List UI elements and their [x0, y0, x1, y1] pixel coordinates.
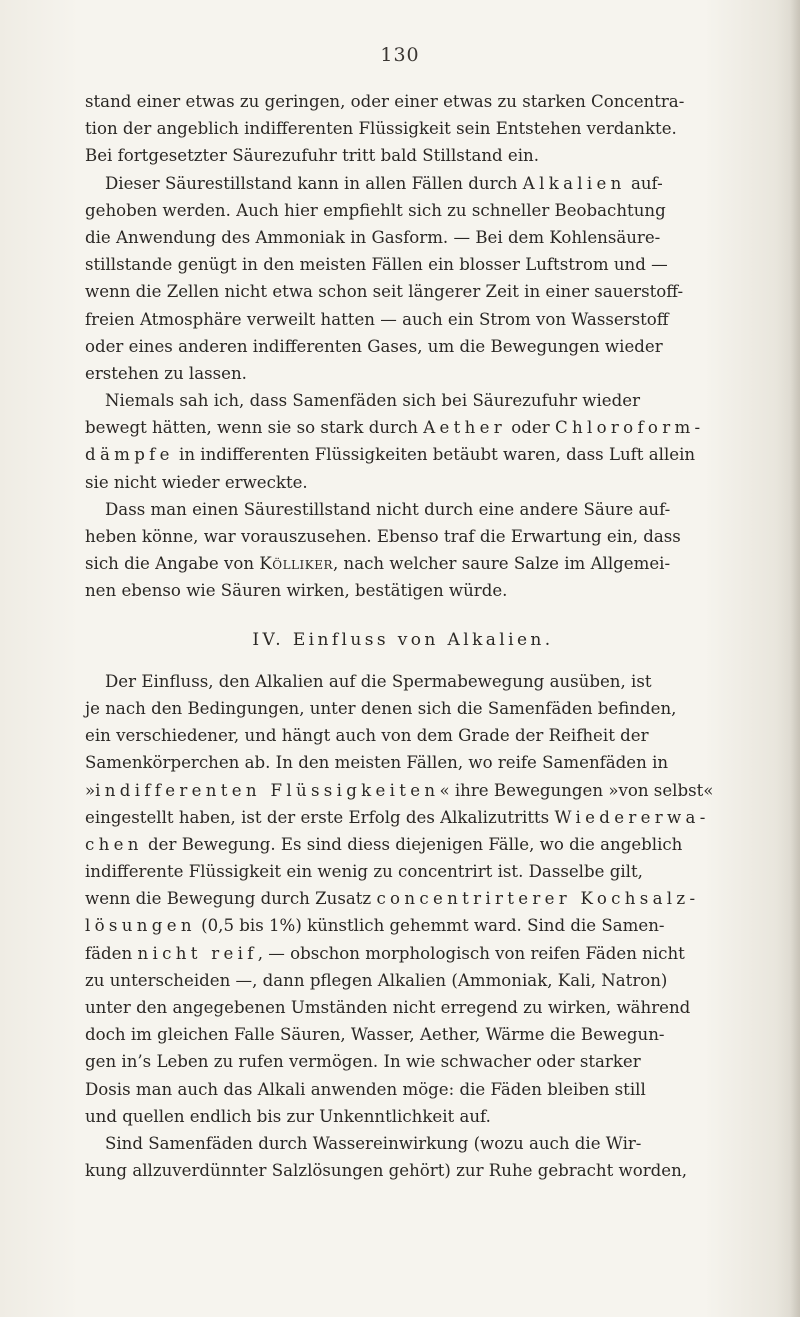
text-line: eingestellt haben, ist der erste Erfolg des Alkalizutritts Wiedererwa-	[85, 807, 710, 827]
paragraph-continued	[85, 88, 721, 170]
text-line: sich die Angabe von Kölliker, nach welcher saure Salze im Allgemei-	[85, 554, 671, 574]
text-line: lösungen (0,5 bis 1%) künstlich gehemmt ward. Sind die Samen-	[85, 916, 665, 936]
section-heading: IV. Einfluss von Alkalien.	[252, 629, 554, 650]
text-line: indifferente Flüssigkeit ein wenig zu concentrirt ist. Dasselbe gilt,	[85, 862, 643, 882]
text-line: Dieser Säurestillstand kann in allen Fällen durch Alkalien auf-	[105, 173, 663, 193]
text-line: tion der angeblich indifferenten Flüssigkeit sein Entstehen verdankte.	[85, 119, 677, 139]
text-line: Sind Samenfäden durch Wassereinwirkung (wozu auch die Wir-	[105, 1133, 642, 1153]
author-name: Kölliker	[259, 554, 333, 574]
text-line: kung allzuverdünnter Salzlösungen gehört) zur Ruhe gebracht worden,	[85, 1161, 688, 1181]
text-line: oder eines anderen indifferenten Gases, um die Bewegungen wieder	[85, 336, 663, 356]
page-body-text	[85, 88, 721, 1184]
text-line: doch im gleichen Falle Säuren, Wasser, Aether, Wärme die Bewegun-	[85, 1025, 665, 1045]
text-line: nen ebenso wie Säuren wirken, bestätigen würde.	[85, 581, 508, 601]
text-line: Samenkörperchen ab. In den meisten Fällen, wo reife Samenfäden in	[85, 753, 669, 773]
text-line: freien Atmosphäre verweilt hatten — auch ein Strom von Wasserstoff	[85, 309, 669, 329]
emphasis-text: nicht reif	[137, 943, 258, 963]
text-line: ein verschiedener, und hängt auch von dem Grade der Reifheit der	[85, 726, 649, 746]
text-line: dämpfe in indifferenten Flüssigkeiten betäubt waren, dass Luft allein	[85, 445, 696, 465]
emphasis-text: concentrirterer Kochsalz-	[376, 889, 700, 909]
text-line: bewegt hätten, wenn sie so stark durch Aether oder Chloroform-	[85, 418, 705, 438]
emphasis-text: indifferenten Flüssigkeiten	[95, 780, 440, 800]
emphasis-text: Wiedererwa-	[554, 807, 710, 827]
text-line: die Anwendung des Ammoniak in Gasform. — Bei dem Kohlensäure-	[85, 227, 661, 247]
text-line: stand einer etwas zu geringen, oder einer etwas zu starken Concentra-	[85, 92, 685, 111]
text-line: wenn die Zellen nicht etwa schon seit längerer Zeit in einer sauerstoff-	[85, 282, 684, 302]
text-line: Dosis man auch das Alkali anwenden möge: die Fäden bleiben still	[85, 1079, 646, 1099]
text-line: Niemals sah ich, dass Samenfäden sich bei Säurezufuhr wieder	[105, 391, 641, 411]
emphasis-text: Chloroform-	[554, 418, 705, 438]
emphasis-text: Alkalien	[522, 173, 626, 193]
text-line: und quellen endlich bis zur Unkenntlichkeit auf.	[85, 1106, 491, 1126]
paragraph-einfluss	[85, 668, 721, 1130]
text-line: Der Einfluss, den Alkalien auf die Spermabewegung ausüben, ist	[105, 671, 652, 691]
emphasis-text: dämpfe	[85, 445, 174, 465]
paragraph-niemals	[85, 387, 721, 496]
text-line: heben könne, war vorauszusehen. Ebenso traf die Erwartung ein, dass	[85, 527, 681, 546]
text-line: je nach den Bedingungen, unter denen sich die Samenfäden befinden,	[85, 698, 677, 718]
text-line: Bei fortgesetzter Säurezufuhr tritt bald Stillstand ein.	[85, 146, 540, 166]
text-line: wenn die Bewegung durch Zusatz concentrirterer Kochsalz-	[85, 889, 700, 909]
text-line: gehoben werden. Auch hier empfiehlt sich zu schneller Beobachtung	[85, 200, 666, 220]
text-line: zu unterscheiden —, dann pflegen Alkalien (Ammoniak, Kali, Natron)	[85, 970, 668, 990]
text-line: gen in’s Leben zu rufen vermögen. In wie schwacher oder starker	[85, 1052, 641, 1072]
text-line: chen der Bewegung. Es sind diess diejenigen Fälle, wo die angeblich	[85, 834, 683, 854]
emphasis-text: chen	[85, 834, 143, 854]
page-number: 130	[380, 44, 420, 66]
emphasis-text: Aether	[423, 418, 507, 438]
text-line: fäden nicht reif, — obschon morphologisch von reifen Fäden nicht	[85, 943, 685, 963]
text-line: erstehen zu lassen.	[85, 363, 247, 383]
page-edge-shadow	[790, 0, 800, 1317]
emphasis-text: lösungen	[85, 916, 196, 936]
text-line: »indifferenten Flüssigkeiten« ihre Bewegungen »von selbst«	[85, 780, 714, 800]
paragraph-sind-samenfaeden	[85, 1130, 721, 1184]
text-line: sie nicht wieder erweckte.	[85, 472, 308, 492]
text-line: Dass man einen Säurestillstand nicht durch eine andere Säure auf-	[105, 499, 671, 519]
text-line: stillstande genügt in den meisten Fällen ein blosser Luftstrom und —	[85, 255, 668, 275]
text-line: unter den angegebenen Umständen nicht erregend zu wirken, während	[85, 998, 691, 1018]
paragraph-dass-man	[85, 496, 721, 605]
paragraph-saeurestillstand	[85, 170, 721, 388]
